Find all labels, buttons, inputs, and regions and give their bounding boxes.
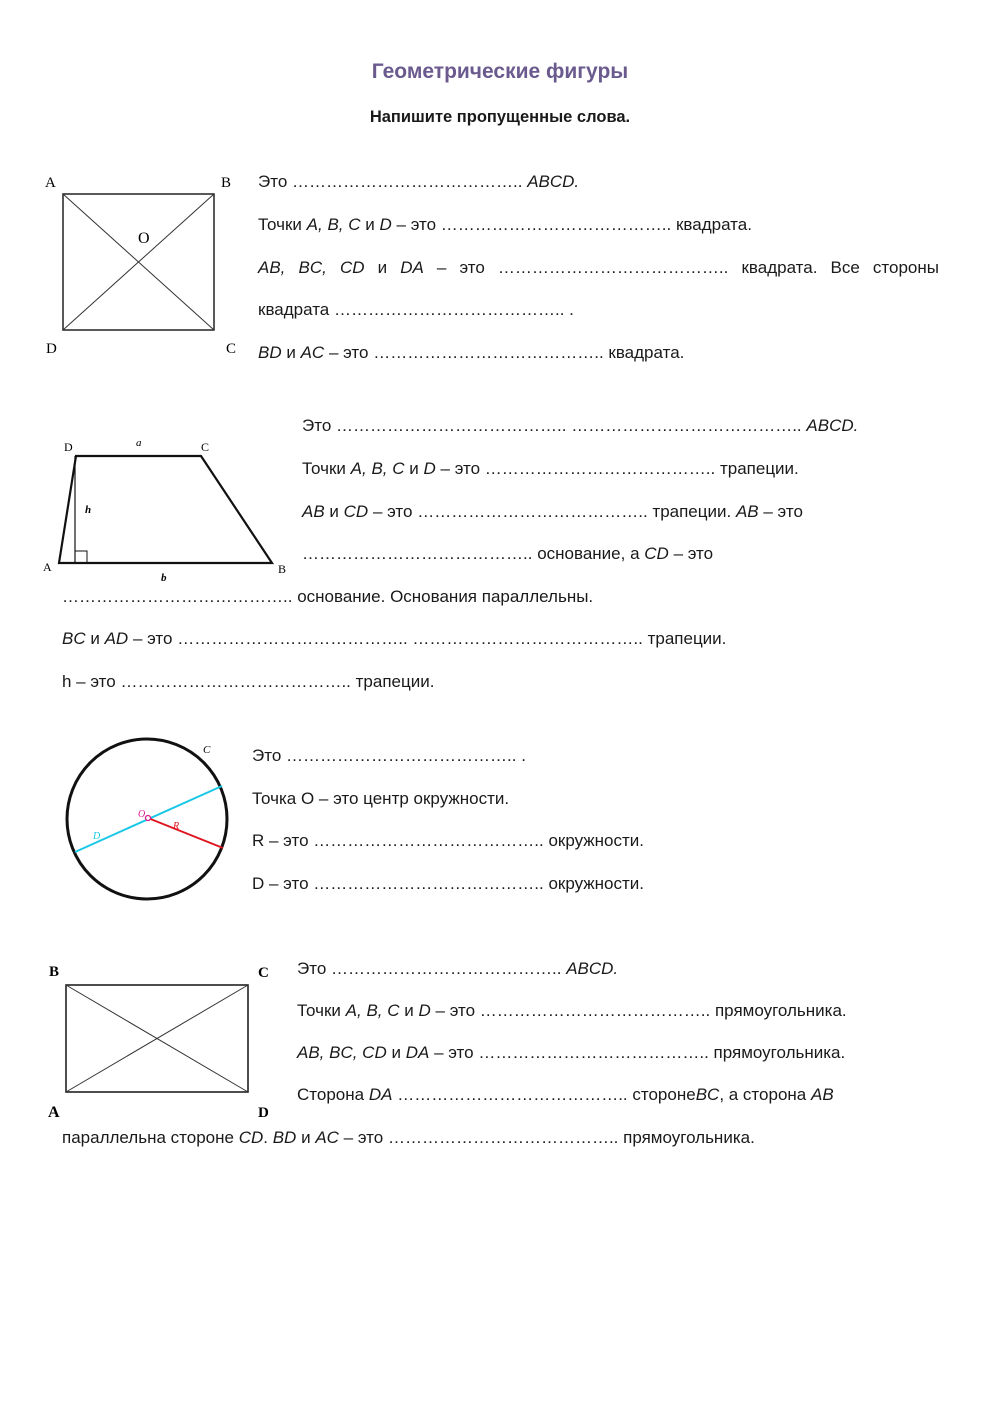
instruction: Напишите пропущенные слова. bbox=[369, 108, 631, 126]
rectangle-line-1 bbox=[297, 959, 618, 979]
text: и bbox=[391, 1043, 401, 1062]
blank[interactable]: ………………………………….. bbox=[571, 416, 802, 435]
text: прямоугольника. bbox=[623, 1128, 755, 1147]
text: Все bbox=[830, 258, 860, 277]
text: . bbox=[521, 746, 526, 765]
text: основание, а bbox=[537, 544, 640, 563]
text: Точки bbox=[258, 215, 302, 234]
square-label-o: O bbox=[138, 230, 150, 247]
text: – это bbox=[132, 629, 173, 648]
square-label-c: C bbox=[226, 341, 237, 357]
blank[interactable]: ………………………………….. bbox=[313, 874, 544, 893]
blank[interactable]: ………………………………….. bbox=[478, 1043, 709, 1062]
square-line-2 bbox=[258, 215, 752, 235]
text: это bbox=[459, 258, 485, 277]
circle-label-r: R bbox=[173, 821, 180, 832]
trapezoid-line-4 bbox=[302, 544, 713, 564]
text: CD bbox=[343, 502, 369, 521]
text: трапеции. bbox=[647, 629, 727, 648]
text: трапеции. bbox=[355, 672, 435, 691]
blank[interactable]: ………………………………….. bbox=[440, 215, 672, 234]
text: A, B, C bbox=[306, 215, 361, 234]
text: – это bbox=[763, 502, 803, 521]
text: и bbox=[377, 258, 388, 277]
text: Это bbox=[258, 172, 288, 191]
text: трапеции. bbox=[719, 459, 799, 478]
page-title: Геометрические фигуры bbox=[371, 60, 629, 83]
text: квадрата bbox=[258, 300, 330, 319]
trapezoid-label-top: a bbox=[136, 437, 142, 449]
rectangle-label-c: C bbox=[258, 965, 269, 981]
text: прямоугольника. bbox=[714, 1001, 847, 1020]
text: трапеции. bbox=[652, 502, 732, 521]
trapezoid-line-2 bbox=[302, 459, 799, 479]
text: AB bbox=[735, 502, 759, 521]
text: R – это bbox=[252, 831, 309, 850]
circle-label-o: O bbox=[138, 809, 146, 820]
trapezoid-line-7 bbox=[62, 672, 434, 692]
circle-line-4 bbox=[252, 874, 644, 894]
trapezoid-label-bottom: b bbox=[161, 572, 167, 584]
text: стороне bbox=[632, 1085, 696, 1104]
text: BC bbox=[62, 629, 86, 648]
rectangle-line-4 bbox=[297, 1085, 834, 1105]
text: квадрата. bbox=[741, 258, 818, 277]
text: и bbox=[301, 1128, 311, 1147]
blank[interactable]: ………………………………….. bbox=[331, 959, 562, 978]
text: стороны bbox=[872, 258, 939, 277]
text: ABCD. bbox=[806, 416, 859, 435]
text: AB bbox=[810, 1085, 834, 1104]
text: – это bbox=[343, 1128, 384, 1147]
text: Точка О – это центр окружности. bbox=[252, 789, 510, 808]
square-line-4 bbox=[258, 300, 574, 320]
text: – это bbox=[396, 215, 437, 234]
text: Это bbox=[252, 746, 282, 765]
circle-line-1 bbox=[252, 746, 526, 766]
text: и bbox=[409, 459, 419, 478]
text: BC bbox=[695, 1085, 720, 1104]
text: – это bbox=[372, 502, 413, 521]
blank[interactable]: ………………………………….. bbox=[397, 1085, 628, 1104]
trapezoid-diagram bbox=[40, 435, 300, 584]
square-line-3 bbox=[258, 258, 939, 278]
text: D bbox=[379, 215, 392, 234]
trapezoid-label-b: B bbox=[278, 562, 287, 576]
text: , а сторона bbox=[719, 1085, 807, 1104]
text: D – это bbox=[252, 874, 309, 893]
blank[interactable]: ………………………………….. bbox=[286, 746, 517, 765]
circle-center-point bbox=[146, 816, 151, 821]
text: прямоугольника. bbox=[713, 1043, 846, 1062]
text: . bbox=[263, 1128, 268, 1147]
blank[interactable]: ………………………………….. bbox=[336, 416, 567, 435]
text: и bbox=[404, 1001, 414, 1020]
text: и bbox=[365, 215, 375, 234]
blank[interactable]: ………………………………….. bbox=[292, 172, 523, 191]
text: BD bbox=[272, 1128, 297, 1147]
text: – это bbox=[440, 459, 481, 478]
text: – это bbox=[328, 343, 369, 362]
text: – это bbox=[435, 1001, 476, 1020]
text: DA bbox=[400, 258, 424, 277]
trapezoid-line-5 bbox=[62, 587, 593, 607]
text: DA bbox=[405, 1043, 430, 1062]
square-label-b: B bbox=[221, 175, 232, 191]
text: параллельна стороне bbox=[62, 1128, 234, 1147]
text: квадрата. bbox=[675, 215, 752, 234]
text: – bbox=[436, 258, 447, 277]
text: AC bbox=[300, 343, 325, 362]
square-label-a: A bbox=[45, 175, 56, 191]
text: BD bbox=[258, 343, 282, 362]
text: DA bbox=[368, 1085, 393, 1104]
trapezoid-line-6 bbox=[62, 629, 726, 649]
text: окружности. bbox=[548, 831, 645, 850]
text: Точки bbox=[297, 1001, 341, 1020]
text: AB, BC, CD bbox=[297, 1043, 387, 1062]
rectangle-diagram bbox=[40, 955, 285, 1125]
text: D bbox=[418, 1001, 431, 1020]
text: Точки bbox=[302, 459, 346, 478]
rectangle-line-5 bbox=[62, 1128, 755, 1148]
trapezoid-line-1 bbox=[302, 416, 858, 436]
text: AC bbox=[315, 1128, 339, 1147]
text: и bbox=[286, 343, 296, 362]
text: – это bbox=[434, 1043, 474, 1062]
square-label-d: D bbox=[46, 341, 57, 357]
trapezoid-label-c: C bbox=[201, 440, 210, 454]
square-line-1 bbox=[258, 172, 579, 192]
trapezoid-label-h: h bbox=[85, 504, 92, 516]
text: AB, bbox=[258, 258, 286, 277]
blank[interactable]: ………………………………….. bbox=[313, 831, 544, 850]
blank[interactable]: ………………………………….. bbox=[373, 343, 604, 362]
text: A, B, C bbox=[350, 459, 405, 478]
text: CD bbox=[238, 1128, 264, 1147]
text: ABCD. bbox=[566, 959, 619, 978]
text: AB bbox=[302, 502, 325, 521]
right-angle-mark bbox=[75, 551, 87, 563]
text: . bbox=[569, 300, 574, 319]
trapezoid-line-3 bbox=[302, 502, 803, 522]
circle-line-2 bbox=[252, 789, 509, 809]
text: – это bbox=[673, 544, 714, 563]
text: A, B, C bbox=[345, 1001, 400, 1020]
blank[interactable]: ………………………………….. bbox=[333, 300, 565, 319]
text: h – это bbox=[62, 672, 116, 691]
trapezoid-label-d: D bbox=[64, 440, 73, 454]
circle-label-c: C bbox=[203, 744, 211, 756]
blank[interactable]: ………………………………….. bbox=[497, 258, 729, 277]
blank[interactable]: ………………………………….. bbox=[417, 502, 648, 521]
square-line-5 bbox=[258, 343, 684, 363]
rectangle-label-d: D bbox=[258, 1105, 269, 1121]
rectangle-label-a: A bbox=[48, 1104, 60, 1121]
text: Это bbox=[297, 959, 327, 978]
blank[interactable]: ………………………………….. bbox=[62, 587, 293, 606]
blank[interactable]: ………………………………….. bbox=[387, 1128, 619, 1147]
text: ABCD. bbox=[527, 172, 580, 191]
text: основание. Основания параллельны. bbox=[297, 587, 594, 606]
rectangle-label-b: B bbox=[49, 964, 60, 980]
text: AD bbox=[104, 629, 129, 648]
text: и bbox=[90, 629, 100, 648]
text: окружности. bbox=[548, 874, 645, 893]
rectangle-line-3 bbox=[297, 1043, 845, 1063]
text: CD bbox=[339, 258, 365, 277]
rectangle-line-2 bbox=[297, 1001, 847, 1021]
blank[interactable]: ………………………………….. bbox=[302, 544, 533, 563]
text: D bbox=[423, 459, 436, 478]
trapezoid-label-a: A bbox=[43, 560, 52, 574]
circle-label-d: D bbox=[93, 831, 101, 842]
blank[interactable]: ………………………………….. bbox=[412, 629, 643, 648]
circle-diagram bbox=[55, 728, 235, 908]
blank[interactable]: ………………………………….. bbox=[177, 629, 408, 648]
text: Сторона bbox=[297, 1085, 365, 1104]
square-diagram bbox=[40, 168, 250, 363]
blank[interactable]: ………………………………….. bbox=[484, 459, 716, 478]
text: и bbox=[329, 502, 339, 521]
text: BC, bbox=[298, 258, 327, 277]
blank[interactable]: ………………………………….. bbox=[120, 672, 351, 691]
blank[interactable]: ………………………………….. bbox=[479, 1001, 711, 1020]
text: CD bbox=[644, 544, 669, 563]
text: Это bbox=[302, 416, 332, 435]
circle-radius bbox=[148, 818, 223, 848]
circle-line-3 bbox=[252, 831, 644, 851]
text: квадрата. bbox=[608, 343, 685, 362]
